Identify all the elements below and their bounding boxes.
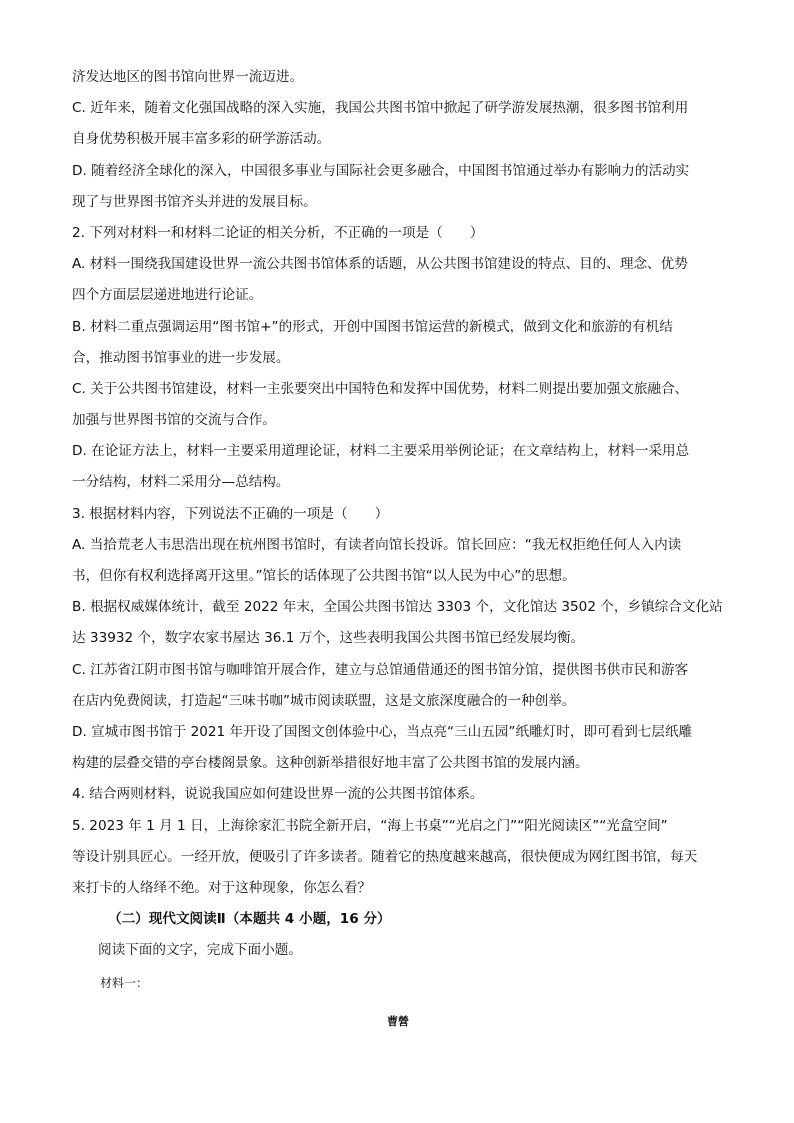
text-line: 在店内免费阅读，打造起“三味书咖”城市阅读联盟，这是文旅深度融合的一种创举。 [72,692,576,709]
text-line: 达 33932 个，数字农家书屋达 36.1 万个，这些表明我国公共图书馆已经发展均衡。 [72,630,585,647]
text-line: 济发达地区的图书馆向世界一流迈进。 [72,69,304,85]
option-c-line: C. 江苏省江阴市图书馆与咖啡馆开展合作，建立与总馆通借通还的图书馆分馆，提供图书供市民和游客 [72,661,689,678]
option-a-line: A. 当拾荒老人韦思浩出现在杭州图书馆时，有读者向馆长投诉。馆长回应：“我无权拒绝任何人入内读 [72,536,682,553]
option-c-line: C. 关于公共图书馆建设，材料一主张要突出中国特色和发挥中国优势，材料二则提出要加强文旅融合、 [72,380,689,397]
text-line: 自身优势积极开展丰富多彩的研学游活动。 [72,131,331,148]
text-line: 一分结构，材料二采用分—总结构。 [72,474,290,491]
option-a-line: A. 材料一围绕我国建设世界一流公共图书馆体系的话题，从公共图书馆建设的特点、目的、理念、优势 [72,256,688,273]
question-2: 2. 下列对材料一和材料二论证的相关分析，不正确的一项是（ ） [72,224,484,241]
reading-instruction: 阅读下面的文字，完成下面小题。 [98,942,302,959]
option-c-line: C. 近年来，随着文化强国战略的深入实施，我国公共图书馆中掀起了研学游发展热潮，很多图书馆利用 [72,100,689,117]
option-d-line: D. 随着经济全球化的深入，中国很多事业与国际社会更多融合，中国图书馆通过举办有影响力的活动实 [72,162,690,179]
text-line: 加强与世界图书馆的交流与合作。 [72,412,276,429]
text-line: 合，推动图书馆事业的进一步发展。 [72,349,290,366]
text-line: 构建的层叠交错的亭台楼阁景象。这种创新举措很好地丰富了公共图书馆的发展内涵。 [72,755,589,772]
question-5: 5. 2023 年 1 月 1 日，上海徐家汇书院全新开启，“海上书桌”“光启之门”“阳光阅读区”“光盒空间” [72,817,668,834]
option-b-line: B. 根据权威媒体统计，截至 2022 年末，全国公共图书馆达 3303 个，文化馆达 3502 个，乡镇综合文化站 [72,599,723,616]
option-d-line: D. 宣城市图书馆于 2021 年开设了国图文创体验中心，当点亮“三山五园”纸雕灯时，即可看到七层纸雕 [72,723,693,740]
text-line: 书，但你有权利选择离开这里。”馆长的话体现了公共图书馆“以人民为中心”的思想。 [72,568,576,584]
question-3: 3. 根据材料内容，下列说法不正确的一项是（ ） [72,505,389,522]
text-line: 四个方面层层递进地进行论证。 [72,287,263,304]
question-4: 4. 结合两则材料，说说我国应如何建设世界一流的公共图书馆体系。 [72,786,484,803]
text-line: 等设计别具匠心。一经开放，便吸引了许多读者。随着它的热度越来越高，很快便成为网红图书馆，每天 [72,848,698,865]
option-b-line: B. 材料二重点强调运用“图书馆+”的形式，开创中国图书馆运营的新模式，做到文化和旅游的有机结 [72,318,673,335]
option-d-line: D. 在论证方法上，材料一主要采用道理论证，材料二主要采用举例论证；在文章结构上，材料一采用总 [72,443,690,460]
material-label: 材料一： [100,976,149,991]
document-page [72,62,724,1037]
article-title: 曹營 [387,1014,409,1028]
text-line: 现了与世界图书馆齐头并进的发展目标。 [72,193,317,210]
section-title: （二）现代文阅读Ⅱ（本题共 4 小题，16 分） [108,911,391,928]
text-line: 来打卡的人络绎不绝。对于这种现象，你怎么看？ [72,879,372,896]
